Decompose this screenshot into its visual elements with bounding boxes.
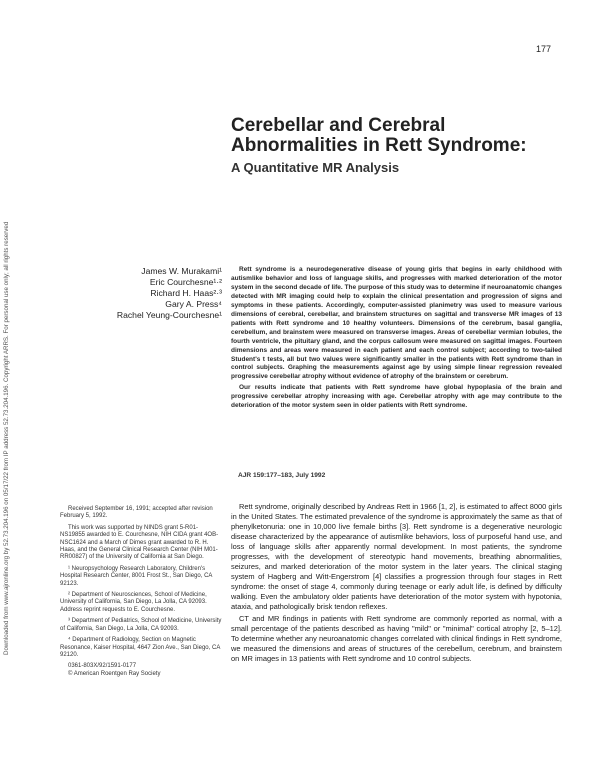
- copyright: © American Roentgen Ray Society: [68, 670, 161, 677]
- author-list: [40, 266, 222, 321]
- page-number: 177: [536, 44, 552, 54]
- download-notice: Downloaded from www.ajronline.org by 52.73.204.196 on 05/17/22 from IP address 52.73.204.196. Copyright ARRS. For personal use only; all rights reserved: [3, 221, 10, 655]
- footnote: ¹ Neuropsychology Research Laboratory, Children's Hospital Research Center, 8001 Frost St., San Diego, CA 92123.: [60, 565, 213, 587]
- body-paragraph: CT and MR findings in patients with Rett syndrome are commonly reported as normal, with a small percentage of the patients described as having "mild" or "minimal" cortical atrophy [2, 5–12]. To determine whether any neuroanatomic changes correlated with clinical findings in Rett syndrome, we measured the dimensions and areas of structures of the cerebellum, cerebrum, and brainstem on MR images in 13 patients with Rett syndrome and 10 control subjects.: [231, 614, 562, 664]
- footnote: ² Department of Neurosciences, School of Medicine, University of California, San Diego, La Jolla, CA 92093. Address reprint requests to E. Courchesne.: [60, 592, 207, 613]
- author: Rachel Yeung-Courchesne¹: [116, 310, 222, 321]
- footnotes: [60, 506, 222, 678]
- issn: 0361-803X/92/1591-0177: [68, 663, 137, 670]
- abstract: [231, 266, 562, 411]
- author: Gary A. Press⁴: [165, 299, 222, 310]
- footnote: Received September 16, 1991; accepted after revision February 5, 1992.: [60, 506, 213, 520]
- abstract-paragraph: Rett syndrome is a neurodegenerative disease of young girls that begins in early childhood with autismlike behavior and loss of language skills, and progresses with marked deterioration of the motor system in the second decade of life. The purpose of this study was to determine if neuroanatomic changes detected with MR imaging could help to explain the clinical presentation and progression of signs and symptoms in these patients. Accordingly, computer-assisted planimetry was used to measure various dimensions of cerebral, cerebellar, and brainstem structures on sagittal and transverse MR images of 13 patients with Rett syndrome and 10 healthy volunteers. Dimensions of the cerebrum, basal ganglia, cerebellum, and brainstem were measured on transverse images. Areas of cerebellar vermian lobules, the fourth ventricle, the pituitary gland, and the corpus callosum were measured on sagittal images. Fourteen dimensions and areas were measured in each patient and each control subject; according to two-tailed Student's t tests, all but two values were significantly smaller in the patients with Rett syndrome than in control subjects. Graphing the measurements against age by using simple linear regression revealed progressive cerebellar atrophy without evidence of atrophy of the brainstem or cerebrum.: [231, 266, 562, 381]
- footnote: This work was supported by NINDS grant 5-R01-NS19855 awarded to E. Courchesne, NIH CIDA grant 4OB-NSC1624 and a March of Dimes grant awarded to R. H. Haas, and the General Clinical Research Center (NIH M01-RR00827) of the University of California at San Diego.: [60, 524, 219, 561]
- author: James W. Murakami¹: [141, 266, 222, 276]
- footnote: ³ Department of Pediatrics, School of Medicine, University of California, San Diego, La Jolla, CA 92093.: [60, 618, 222, 632]
- body-paragraph: Rett syndrome, originally described by Andreas Rett in 1966 [1, 2], is estimated to affect 8000 girls in the United States. The estimated prevalence of the syndrome is approximately the same as that of phenylketonuria: one in 10,000 live female births [3]. Rett syndrome is a degenerative neurologic disease characterized by the appearance of autismlike behaviors, loss of purposeful hand use, and loss of language skills after apparently normal development. In most patients, the syndrome progresses, with the development of stereotypic hand movements, breathing abnormalities, seizures, and marked deterioration of the motor system in the later years. The clinical staging system of Hagberg and Witt-Engerstrom [4] classifies a progression through four stages in Rett syndrome: the onset of stage 4, commonly during teenage or early adult life, is defined by difficulty walking. Even the ambulatory older patients have deterioration of the motor system with hypotonia, ataxia, and pathologically brisk tendon reflexes.: [231, 502, 563, 611]
- article-subtitle: A Quantitative MR Analysis: [231, 160, 400, 175]
- author: Richard H. Haas²·³: [150, 288, 222, 299]
- body-text: [231, 502, 562, 664]
- author: Eric Courchesne¹·²: [149, 277, 222, 288]
- abstract-paragraph: Our results indicate that patients with Rett syndrome have global hypoplasia of the brain and progressive cerebellar atrophy increasing with age. Cerebellar atrophy with age may contribute to the deterioration of the motor system seen in older patients with Rett syndrome.: [231, 384, 562, 410]
- journal-citation: AJR 159:177–183, July 1992: [238, 472, 326, 479]
- footnote: ⁴ Department of Radiology, Section on Magnetic Resonance, Kaiser Hospital, 4647 Zion Ave., San Diego, CA 92120.: [60, 637, 220, 658]
- article-title: Cerebellar and Cerebral Abnormalities in Rett Syndrome:: [231, 115, 527, 156]
